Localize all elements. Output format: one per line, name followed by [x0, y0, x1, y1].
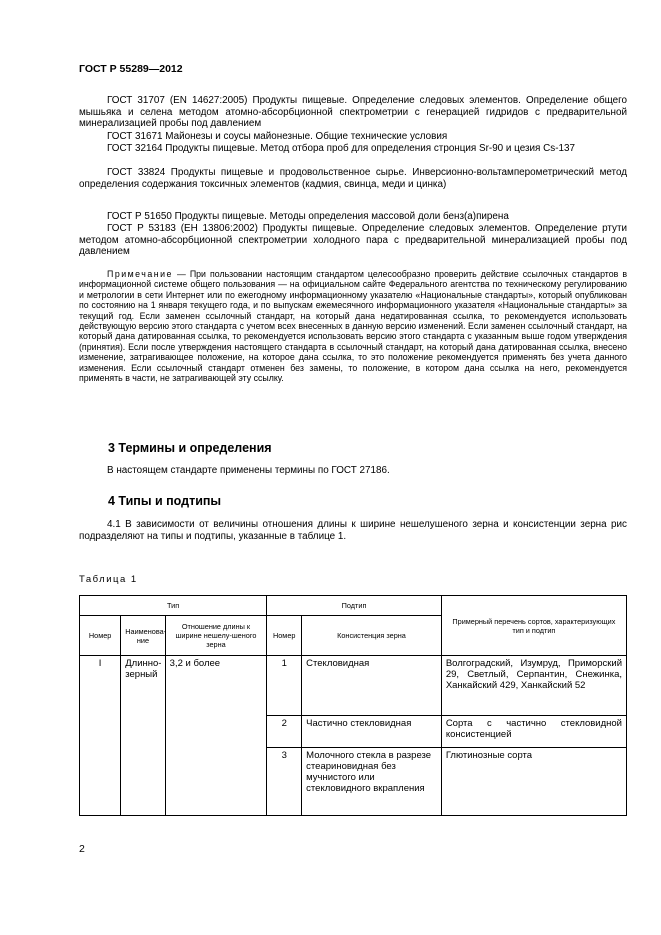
- page-header: ГОСТ Р 55289—2012: [79, 63, 183, 75]
- ref-gost-31707: ГОСТ 31707 (EN 14627:2005) Продукты пищевые. Определение следовых элементов. Определение общего мышьяка и селена методом атомно-абсорбционной спектрометрии с генерацией гидридов с предварительной минерализацией пробы под давлением: [79, 95, 627, 129]
- header-type-number: Номер: [80, 616, 121, 656]
- type-name-cell: Длинно-зерный: [121, 656, 165, 816]
- type-ratio-cell: 3,2 и более: [165, 656, 267, 816]
- section-4-text: 4.1 В зависимости от величины отношения длины к ширине нешелушеного зерна и консистенции зерна рис подразделяют на типы и подтипы, указанные в таблице 1.: [79, 519, 627, 542]
- table-caption: Таблица 1: [79, 574, 138, 585]
- note-paragraph: [79, 269, 627, 383]
- consistency-cell: Молочного стекла в разрезе стеариновидная без мучнистого или стекловидного вкрапления: [302, 748, 442, 816]
- section-4-title: 4 Типы и подтипы: [108, 494, 222, 508]
- header-subtype-number: Номер: [267, 616, 302, 656]
- section-3-text: В настоящем стандарте применены термины по ГОСТ 27186.: [107, 465, 390, 476]
- header-consistency: Консистенция зерна: [302, 616, 442, 656]
- ref-gost-31671: ГОСТ 31671 Майонезы и соусы майонезные. Общие технические условия: [107, 131, 448, 142]
- header-type-name: Наименова-ние: [121, 616, 165, 656]
- ref-gost-33824: ГОСТ 33824 Продукты пищевые и продовольственное сырье. Инверсионно-вольтамперометрический метод определения содержания токсичных элементов (кадмия, свинца, меди и цинка): [79, 167, 627, 190]
- page-number: 2: [79, 843, 85, 855]
- varieties-cell: Волгоградский, Изумруд, Приморский 29, Светлый, Серпантин, Снежинка, Ханкайский 429, Ханкайский 52: [441, 656, 626, 716]
- header-type: Тип: [80, 596, 267, 616]
- table-row: [80, 656, 627, 716]
- type-number-cell: I: [80, 656, 121, 816]
- subtype-number-cell: 3: [267, 748, 302, 816]
- subtype-number-cell: 2: [267, 716, 302, 748]
- header-varieties: Примерный перечень сортов, характеризующих тип и подтип: [441, 596, 626, 656]
- note-label: Примечание: [107, 269, 173, 279]
- varieties-cell: Сорта с частично стекловидной консистенцией: [441, 716, 626, 748]
- consistency-cell: Частично стекловидная: [302, 716, 442, 748]
- ref-gost-32164: ГОСТ 32164 Продукты пищевые. Метод отбора проб для определения стронция Sr-90 и цезия Cs-137: [107, 143, 575, 154]
- section-3-title: 3 Термины и определения: [108, 441, 272, 455]
- subtype-number-cell: 1: [267, 656, 302, 716]
- varieties-cell: Глютинозные сорта: [441, 748, 626, 816]
- header-ratio: Отношение длины к ширине нешелу-шеного зерна: [165, 616, 267, 656]
- header-subtype: Подтип: [267, 596, 442, 616]
- note-text: — При пользовании настоящим стандартом целесообразно проверить действие ссылочных стандартов в информационной системе общего пользования — на официальном сайте Федерального агентства по техническому регулированию и метрологии в сети Интернет или по ежегодному информационному указателю «Национальные стандарты», который опубликован по состоянию на 1 января текущего года, и по выпускам ежемесячного информационного указателя «Национальные стандарты» за текущий год. Если заменен ссылочный стандарт, на который дана недатированная ссылка, то рекомендуется использовать действующую версию этого стандарта с учетом всех внесенных в данную версию изменений. Если заменен ссылочный стандарт, на который дана датированная ссылка, то рекомендуется использовать версию этого стандарта с указанным выше годом утверждения (принятия). Если после утверждения настоящего стандарта в ссылочный стандарт, на который дана датированная ссылка, внесено изменение, затрагивающее положение, на которое дана ссылка, то это положение рекомендуется применять без учета данного изменения. Если ссылочный стандарт отменен без замены, то положение, в котором дана ссылка на него, рекомендуется применять в части, не затрагивающей эту ссылку.: [79, 269, 627, 384]
- ref-gost-r-51650: ГОСТ Р 51650 Продукты пищевые. Методы определения массовой доли бенз(а)пирена: [107, 211, 509, 222]
- ref-gost-r-53183: ГОСТ Р 53183 (ЕН 13806:2002) Продукты пищевые. Определение следовых элементов. Определение ртути методом атомно-абсорбционной спектрометрии холодного пара с предварительной минерализацией пробы под давлением: [79, 223, 627, 257]
- consistency-cell: Стекловидная: [302, 656, 442, 716]
- rice-types-table: [79, 595, 627, 816]
